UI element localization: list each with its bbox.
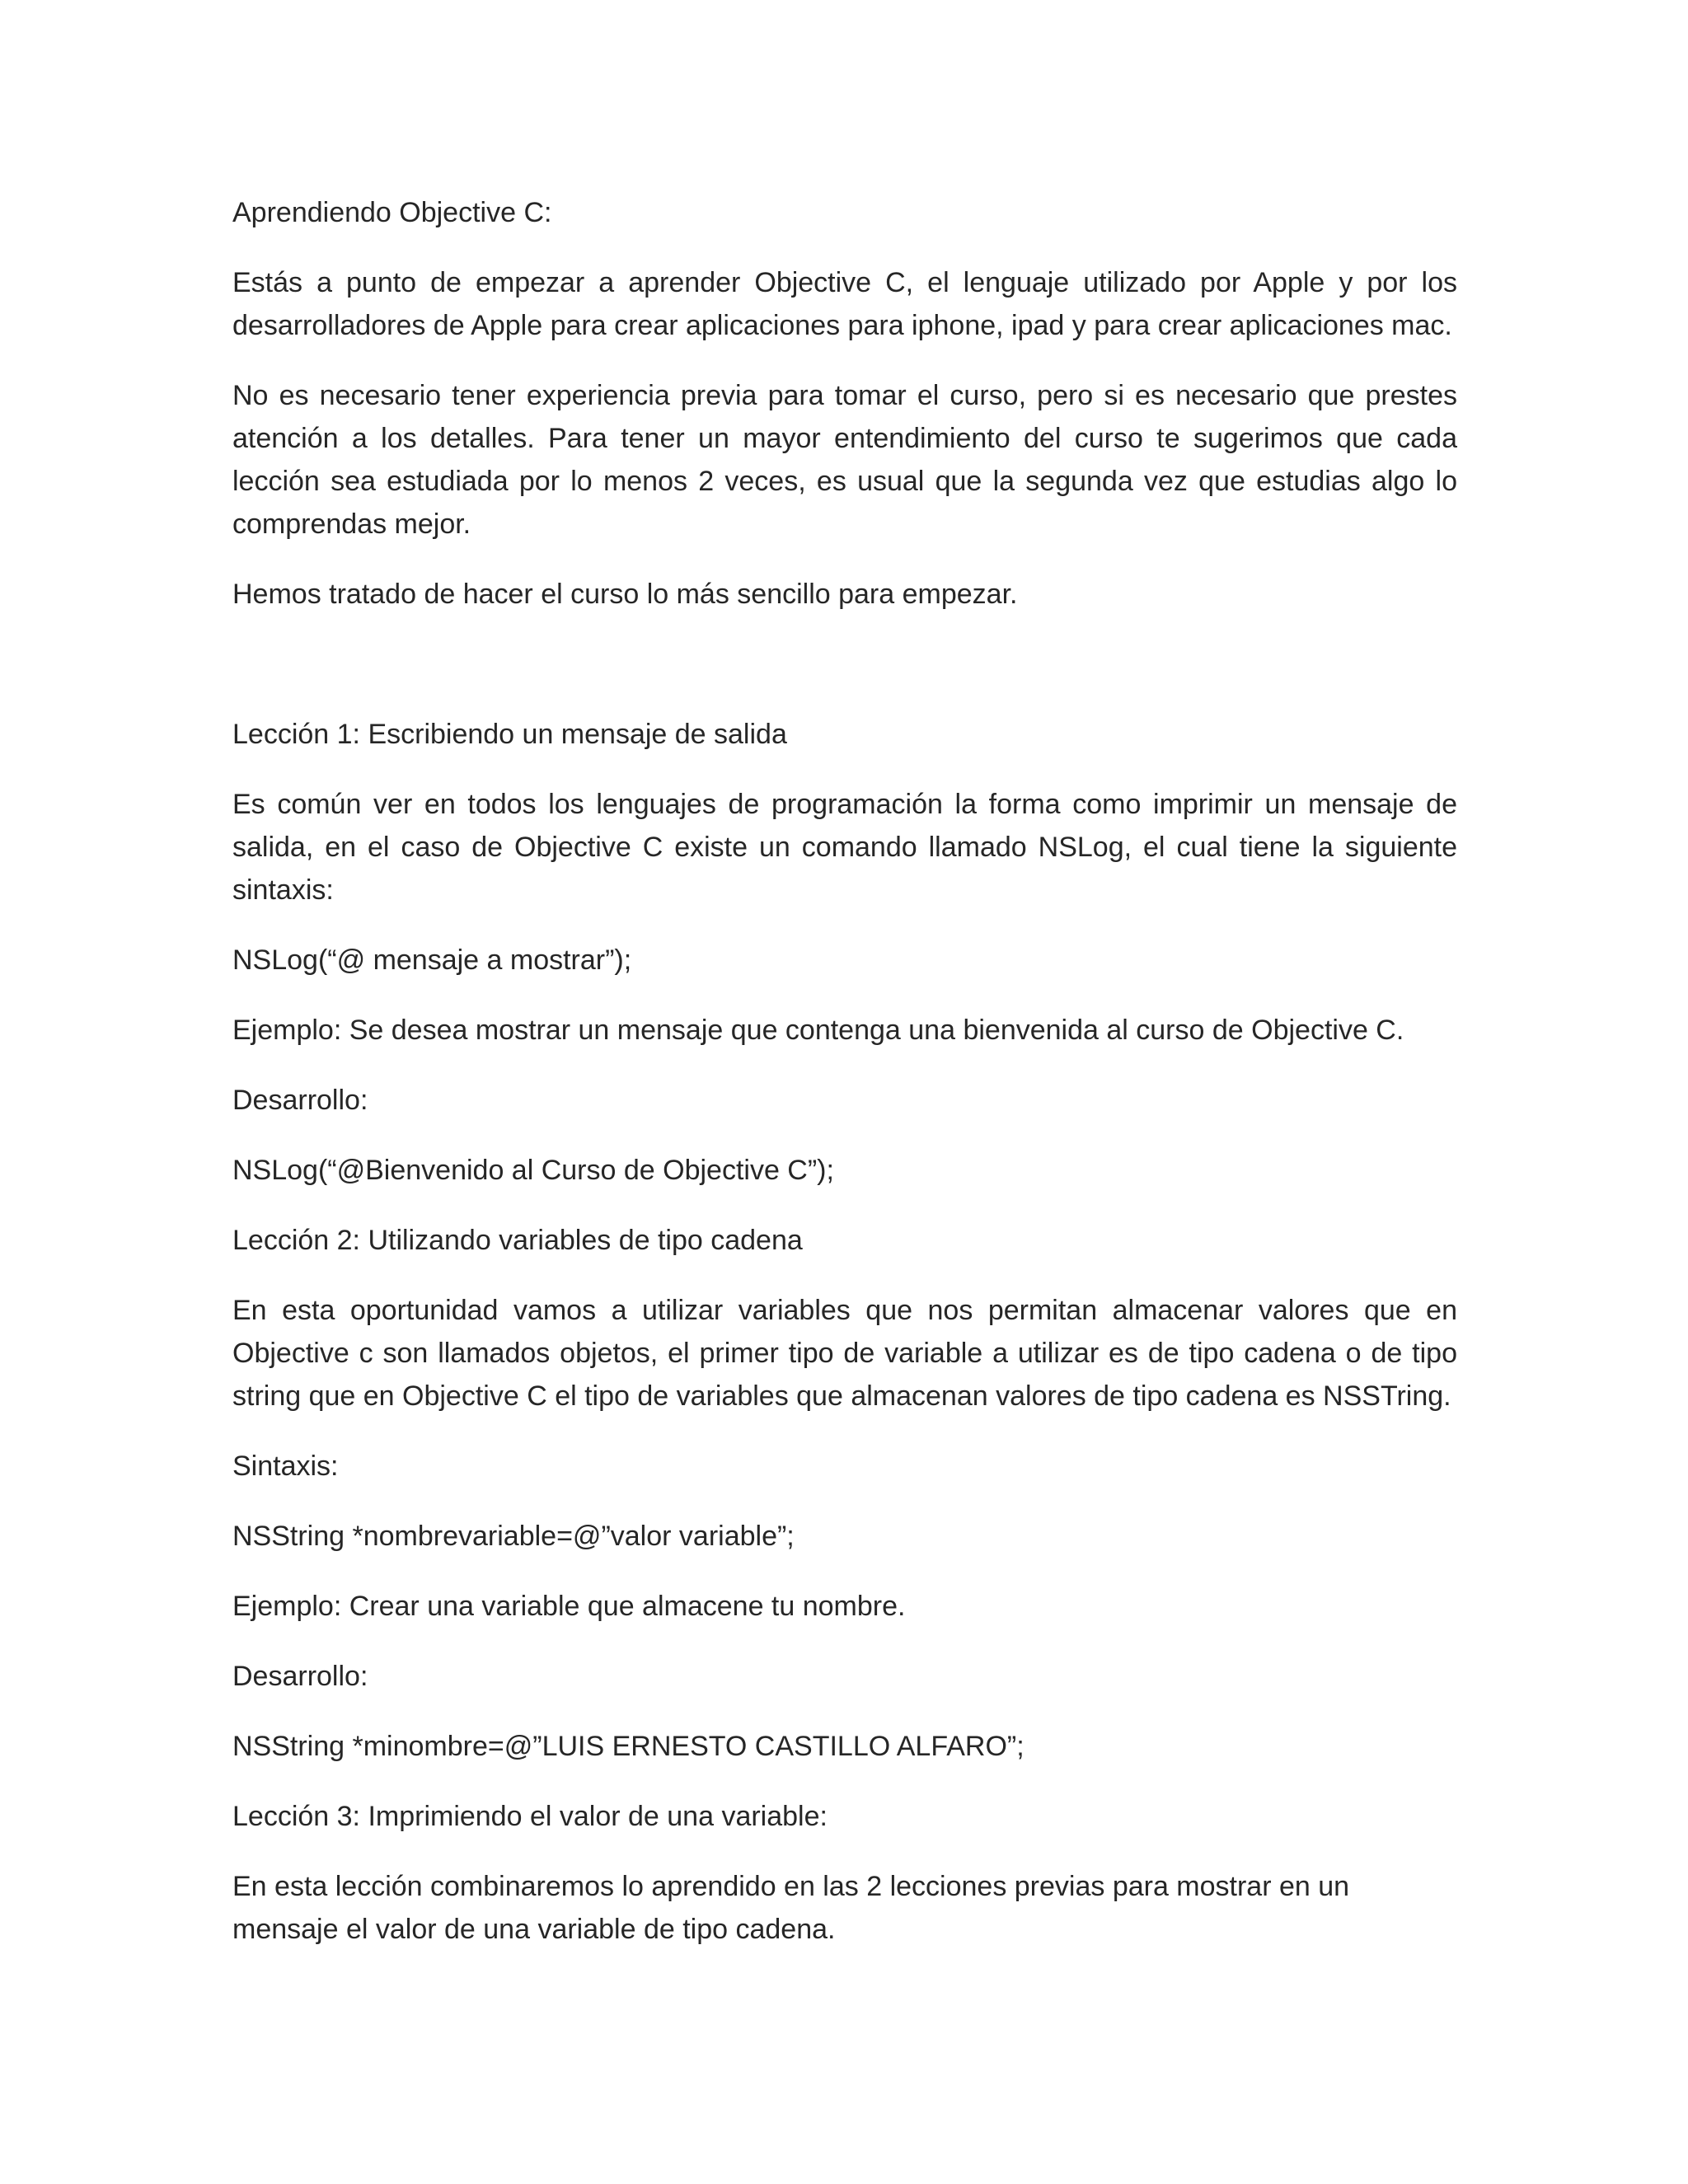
lesson-2-heading: Lección 2: Utilizando variables de tipo cadena <box>232 1225 803 1256</box>
section-spacer <box>232 643 1457 713</box>
intro-paragraph-3: Hemos tratado de hacer el curso lo más sencillo para empezar. <box>232 579 1018 610</box>
lesson-2-syntax-label: Sintaxis: <box>232 1451 339 1482</box>
lesson-3-description: En esta lección combinaremos lo aprendido en las 2 lecciones previas para mostrar en un mensaje el valor de una variable de tipo cadena. <box>232 1871 1350 1945</box>
document-body <box>232 191 1457 1978</box>
document-title: Aprendiendo Objective C: <box>232 197 552 228</box>
lesson-1-code: NSLog(“@Bienvenido al Curso de Objective C”); <box>232 1155 834 1186</box>
intro-paragraph-1: Estás a punto de empezar a aprender Objective C, el lenguaje utilizado por Apple y por los desarrolladores de Apple para crear aplicaciones para iphone, ipad y para crear aplicaciones mac. <box>232 267 1457 341</box>
lesson-1-description: Es común ver en todos los lenguajes de programación la forma como imprimir un mensaje de salida, en el caso de Objective C existe un comando llamado NSLog, el cual tiene la siguiente sintaxis: <box>232 789 1457 906</box>
lesson-1-example: Ejemplo: Se desea mostrar un mensaje que contenga una bienvenida al curso de Objective C. <box>232 1015 1404 1046</box>
lesson-2-code: NSString *minombre=@”LUIS ERNESTO CASTILLO ALFARO”; <box>232 1731 1025 1762</box>
lesson-2-syntax: NSString *nombrevariable=@”valor variable”; <box>232 1521 795 1552</box>
lesson-2-description: En esta oportunidad vamos a utilizar variables que nos permitan almacenar valores que en Objective c son llamados objetos, el primer tipo de variable a utilizar es de tipo cadena o de tipo string que en Objective C el tipo de variables que almacenan valores de tipo cadena es NSSTring. <box>232 1295 1457 1412</box>
intro-paragraph-2: No es necesario tener experiencia previa para tomar el curso, pero si es necesario que prestes atención a los detalles. Para tener un mayor entendimiento del curso te sugerimos que cada lección sea estudiada por lo menos 2 veces, es usual que la segunda vez que estudias algo lo comprendas mejor. <box>232 380 1457 540</box>
lesson-2-development-label: Desarrollo: <box>232 1661 368 1692</box>
lesson-1-development-label: Desarrollo: <box>232 1085 368 1116</box>
lesson-1-syntax: NSLog(“@ mensaje a mostrar”); <box>232 944 632 976</box>
lesson-3-heading: Lección 3: Imprimiendo el valor de una variable: <box>232 1801 828 1832</box>
lesson-1-heading: Lección 1: Escribiendo un mensaje de salida <box>232 719 787 750</box>
lesson-2-example: Ejemplo: Crear una variable que almacene tu nombre. <box>232 1591 906 1622</box>
